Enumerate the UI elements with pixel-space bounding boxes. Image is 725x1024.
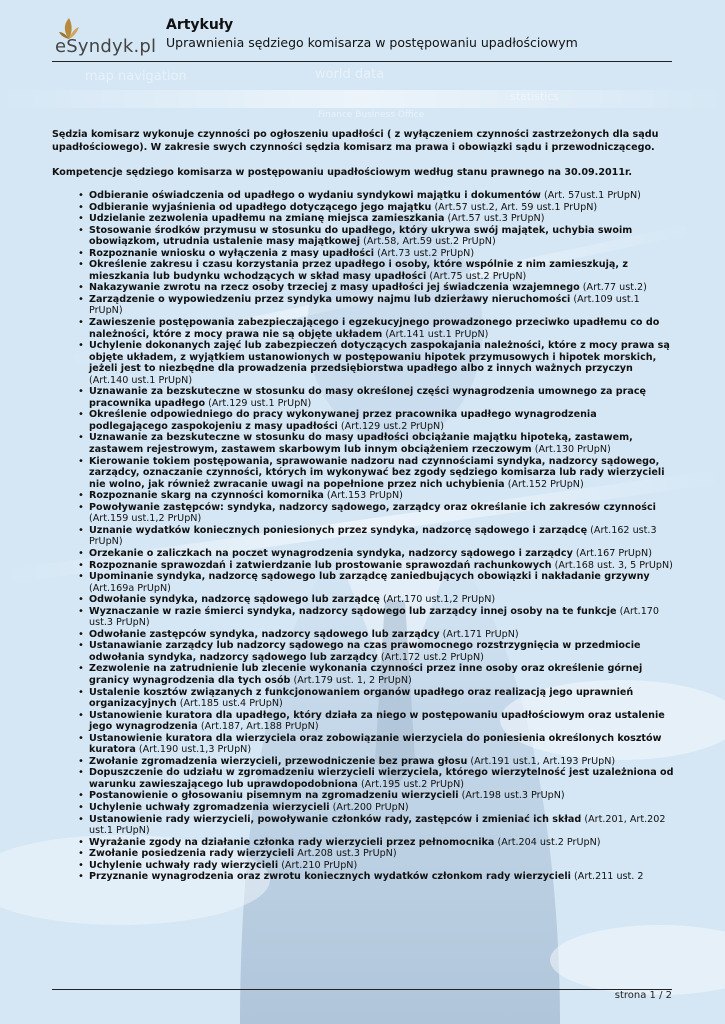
bg-word-2: world data: [315, 67, 385, 82]
list-item: [52, 317, 674, 340]
legal-reference: (Art.171 PrUpN): [442, 628, 519, 640]
legal-reference: (Art.191 ust.1, Art.193 PrUpN): [470, 755, 616, 767]
competence-text: Uznanie wydatków koniecznych poniesionych przez syndyka, nadzorcę sądowego i zarządcę: [89, 524, 588, 536]
competence-text: Orzekanie o zaliczkach na poczet wynagrodzenia syndyka, nadzorcy sądowego i zarządcy: [89, 547, 573, 559]
legal-reference: (Art.73 ust.2 PrUpN): [377, 247, 475, 259]
header: [52, 14, 672, 60]
competence-text: Postanowienie o głosowaniu pisemnym na zgromadzeniu wierzycieli: [89, 790, 459, 802]
list-item: [52, 202, 674, 214]
competence-text: Odwołanie zastępców syndyka, nadzorcy sądowego lub zarządcy: [89, 628, 440, 640]
competence-text: Ustanowienie kuratora dla upadłego, który działa za niego w postępowaniu upadłościowym oraz ustalenie jego wynagrodzenia: [89, 709, 665, 733]
legal-reference: (Art.168 ust. 3, 5 PrUpN): [554, 559, 673, 571]
list-item: [52, 814, 674, 837]
legal-reference: (Art.210 PrUpN): [281, 859, 358, 871]
intro-paragraph: Sędzia komisarz wykonuje czynności po ogłoszeniu upadłości ( z wyłączeniem czynności zastrzeżonych dla sądu upadłościowego). W zakresie swych czynności sędzia komisarz ma prawa i obowiązki sądu i przewodniczącego.: [52, 129, 659, 153]
list-item: [52, 502, 674, 525]
legal-reference: (Art. 57ust.1 PrUpN): [543, 190, 641, 201]
legal-reference: Art.208 ust.3 PrUpN): [297, 848, 397, 860]
legal-reference: (Art.169a PrUpN): [89, 582, 171, 594]
list-item: [52, 490, 674, 502]
list-item: [52, 248, 674, 260]
legal-reference: (Art.201, Art.202 ust.1 PrUpN): [89, 813, 666, 837]
list-item: [52, 640, 674, 663]
list-item: [52, 259, 674, 282]
competence-text: Kierowanie tokiem postępowania, sprawowanie nadzoru nad czynnościami syndyka, nadzorcy sądowego, zarządcy, oznaczanie czynności, których im wykonywać bez zgody sędziego komisarza lub rady wierzycieli nie wolno, jak również zwracanie uwagi na popełnione przez nich uchybienia: [89, 455, 665, 490]
list-item: [52, 871, 674, 883]
list-item: [52, 710, 674, 733]
legal-reference: (Art.129 ust.2 PrUpN): [340, 420, 444, 432]
list-item: [52, 594, 674, 606]
list-item: [52, 340, 674, 386]
competence-text: Wyrażanie zgody na działanie członka rady wierzycieli przez pełnomocnika: [89, 836, 495, 848]
list-item: [52, 294, 674, 317]
competence-text: Określenie odpowiedniego do pracy wykonywanej przez pracownika upadłego wynagrodzenia podlegającego zaspokojeniu z masy upadłości: [89, 409, 597, 432]
legal-reference: (Art.187, Art.188 PrUpN): [200, 721, 319, 733]
list-item: [52, 802, 674, 814]
page-title: Artykuły: [166, 17, 234, 33]
list-item: [52, 837, 674, 849]
legal-reference: (Art.152 PrUpN): [507, 478, 584, 490]
legal-reference: (Art.57 ust.2, Art. 59 ust.1 PrUpN): [434, 201, 598, 213]
list-item: [52, 606, 674, 629]
legal-reference: (Art.129 ust.1 PrUpN): [208, 397, 312, 409]
bg-word-1: map navigation: [85, 69, 187, 84]
legal-reference: (Art.179 ust. 1, 2 PrUpN): [293, 674, 412, 686]
legal-reference: (Art.130 PrUpN): [534, 444, 611, 456]
list-item: [52, 571, 674, 594]
bg-word-4: statistics: [510, 90, 560, 103]
competences-heading: Kompetencje sędziego komisarza w postępowaniu upadłościowym według stanu prawnego na 30.09.2011r.: [52, 167, 633, 178]
legal-reference: (Art.159 ust.1,2 PrUpN): [89, 513, 202, 525]
list-item: [52, 733, 674, 756]
legal-reference: (Art.190 ust.1,3 PrUpN): [138, 744, 252, 756]
legal-reference: (Art.200 PrUpN): [332, 801, 409, 813]
legal-reference: (Art.211 ust. 2: [574, 871, 644, 883]
logo-text: eSyndyk.pl: [55, 36, 157, 57]
list-item: [52, 213, 674, 225]
legal-reference: (Art.77 ust.2): [582, 282, 647, 294]
page-subtitle: Uprawnienia sędziego komisarza w postępowaniu upadłościowym: [166, 35, 578, 50]
competence-text: Zwołanie posiedzenia rady wierzycieli: [89, 848, 295, 860]
competence-text: Zawieszenie postępowania zabezpieczającego i egzekucyjnego prowadzonego przeciwko upadłemu co do należności, które z mocy prawa nie są objęte układem: [89, 317, 660, 340]
list-item: [52, 767, 674, 790]
competence-text: Rozpoznanie wniosku o wyłączenia z masy upadłości: [89, 247, 375, 259]
competence-text: Zarządzenie o wypowiedzeniu przez syndyka umowy najmu lub dzierżawy nieruchomości: [89, 293, 571, 305]
competence-text: Odbieranie oświadczenia od upadłego o wydaniu syndykowi majątku i dokumentów: [89, 190, 541, 201]
competence-text: Ustalenie kosztów związanych z funkcjonowaniem organów upadłego oraz realizacją jego uprawnień organizacyjnych: [89, 686, 634, 710]
competence-text: Określenie zakresu i czasu korzystania przez upadłego i osoby, które wspólnie z nim zamieszkują, z mieszkania lub budynku wchodzących w skład masy upadłości: [89, 259, 628, 282]
legal-reference: (Art.153 PrUpN): [326, 490, 403, 502]
competences-list: [52, 190, 674, 883]
list-item: [52, 548, 674, 560]
list-item: [52, 386, 674, 409]
list-item: [52, 282, 674, 294]
legal-reference: (Art.204 ust.2 PrUpN): [497, 836, 601, 848]
list-item: [52, 848, 674, 860]
legal-reference: (Art.162 ust.3 PrUpN): [89, 524, 657, 548]
legal-reference: (Art.195 ust.2 PrUpN): [360, 778, 464, 790]
competence-text: Powoływanie zastępców: syndyka, nadzorcy sądowego, zarządcy oraz określanie ich zakresów czynności: [89, 501, 656, 513]
competence-text: Uznawanie za bezskuteczne w stosunku do masy upadłości obciążanie majątku hipoteką, zastawem, zastawem rejestrowym, zastawem skarbowym lub innym obciążeniem rzeczowym: [89, 432, 633, 456]
list-item: [52, 432, 674, 455]
competence-text: Zezwolenie na zatrudnienie lub zlecenie wykonania czynności przez inne osoby oraz określenie górnej granicy wynagrodzenia dla tych osób: [89, 663, 643, 686]
competence-text: Zwołanie zgromadzenia wierzycieli, przewodniczenie bez prawa głosu: [89, 755, 468, 767]
competence-text: Stosowanie środków przymusu w stosunku do upadłego, który ukrywa swój majątek, uchybia swoim obowiązkom, utrudnia ustalenie masy majątkowej: [89, 224, 633, 248]
list-item: [52, 456, 674, 491]
competence-text: Wyznaczanie w razie śmierci syndyka, nadzorcy sądowego lub zarządcy innej osoby na te funkcje: [89, 605, 617, 617]
legal-reference: (Art.57 ust.3 PrUpN): [447, 213, 545, 225]
bg-word-3: Finance Business Office: [318, 110, 425, 120]
legal-reference: (Art.185 ust.4 PrUpN): [179, 698, 283, 710]
logo[interactable]: [52, 14, 162, 60]
list-item: [52, 525, 674, 548]
list-item: [52, 560, 674, 572]
competence-text: Upominanie syndyka, nadzorcę sądowego lub zarządcę zaniedbujących obowiązki i nakładanie grzywny: [89, 571, 650, 583]
competence-text: Ustanowienie rady wierzycieli, powoływanie członków rady, zastępców i zmieniać ich skład: [89, 813, 582, 825]
legal-reference: (Art.75 ust.2 PrUpN): [429, 270, 527, 282]
competence-text: Nakazywanie zwrotu na rzecz osoby trzeciej z masy upadłości jej świadczenia wzajemnego: [89, 282, 580, 294]
competence-text: Uznawanie za bezskuteczne w stosunku do masy określonej części wynagrodzenia umownego za pracę pracownika upadłego: [89, 386, 647, 409]
competence-text: Rozpoznanie sprawozdań i zatwierdzanie lub prostowanie sprawozdań rachunkowych: [89, 559, 552, 571]
list-item: [52, 663, 674, 686]
competence-text: Uchylenie uchwały rady wierzycieli: [89, 859, 279, 871]
legal-reference: (Art.58, Art.59 ust.2 PrUpN): [363, 236, 496, 248]
competence-text: Przyznanie wynagrodzenia oraz zwrotu koniecznych wydatków członkom rady wierzycieli: [89, 871, 571, 883]
legal-reference: (Art.172 ust.2 PrUpN): [380, 651, 484, 663]
list-item: [52, 790, 674, 802]
page-number: strona 1 / 2: [614, 990, 672, 1001]
legal-reference: (Art.141 ust.1 PrUpN): [385, 328, 489, 340]
list-item: [52, 687, 674, 710]
competence-text: Uchylenie uchwały zgromadzenia wierzycieli: [89, 801, 330, 813]
legal-reference: (Art.140 ust.1 PrUpN): [89, 374, 193, 386]
header-divider: [52, 61, 672, 62]
legal-reference: (Art.170 ust.3 PrUpN): [89, 605, 660, 629]
legal-reference: (Art.109 ust.1 PrUpN): [89, 293, 640, 317]
list-item: [52, 190, 674, 202]
list-item: [52, 629, 674, 641]
list-item: [52, 409, 674, 432]
list-item: [52, 860, 674, 872]
list-item: [52, 756, 674, 768]
competence-text: Odwołanie syndyka, nadzorcę sądowego lub zarządcę: [89, 594, 380, 606]
competence-text: Odbieranie wyjaśnienia od upadłego dotyczącego jego majątku: [89, 201, 432, 213]
list-item: [52, 225, 674, 248]
competence-text: Ustanowienie kuratora dla wierzyciela oraz zobowiązanie wierzyciela do poniesienia określonych kosztów kuratora: [89, 732, 662, 756]
competence-text: Udzielanie zezwolenia upadłemu na zmianę miejsca zamieszkania: [89, 213, 445, 225]
legal-reference: (Art.167 PrUpN): [575, 547, 652, 559]
competence-text: Ustanawianie zarządcy lub nadzorcy sądowego na czas prawomocnego rozstrzygnięcia w przedmiocie odwołania syndyka, nadzorcy sądowego lub zarządcy: [89, 640, 641, 663]
legal-reference: (Art.170 ust.1,2 PrUpN): [382, 594, 496, 606]
competence-text: Rozpoznanie skarg na czynności komornika: [89, 490, 324, 502]
competence-text: Dopuszczenie do udziału w zgromadzeniu wierzycieli wierzyciela, którego wierzytelność jest uzależniona od warunku zawieszającego lub uprawdopodobniona: [89, 767, 674, 790]
legal-reference: (Art.198 ust.3 PrUpN): [461, 790, 565, 802]
competence-text: Uchylenie dokonanych zajęć lub zabezpieczeń dotyczących zaspokajania należności, które z mocy prawa są objęte układem, z wyjątkiem ustanowionych w postępowaniu hipotek przymusowych i hipotek morskich, jeżeli jest to niezbędne dla prowadzenia przedsiębiorstwa upadłego albo z innych ważnych przyczyn: [89, 340, 670, 375]
